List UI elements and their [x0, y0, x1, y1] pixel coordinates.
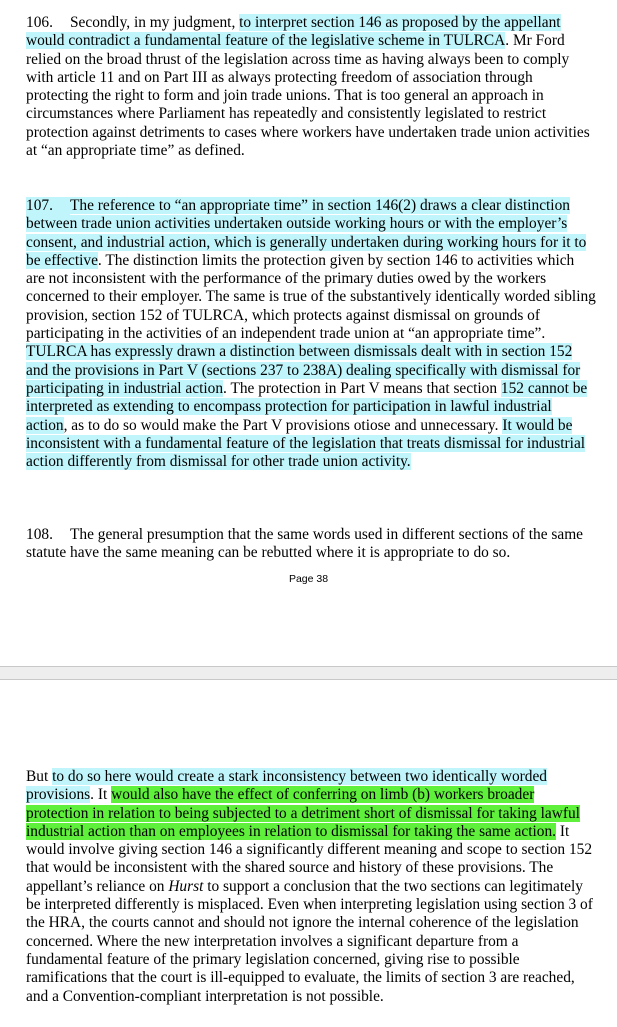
highlighted-text-cyan: to interpret section 146 as proposed by the appellant would contradict a fundamental feature of the legislative scheme in TULRCA — [26, 14, 561, 50]
paragraph-108 — [26, 526, 596, 563]
page-number-label: Page 38 — [288, 573, 329, 585]
paragraph-108-continued — [26, 768, 596, 1006]
text-span: , as to do so would make the Part V provisions otiose and unnecessary. — [63, 416, 503, 434]
highlighted-text-cyan: to do so here would create a stark inconsistency between two identically worded provisions — [26, 768, 547, 804]
highlighted-text-cyan: TULRCA has expressly drawn a distinction between dismissals dealt with in section 152 and the provisions in Part V (sections 237 to 238A) dealing specifically with dismissal for participating in industrial action — [26, 343, 581, 397]
text-span: . The distinction limits the protection given by section 146 to activities which are not inconsistent with the performance of the primary duties owed by the workers concerned to their employer. The same is true of the substantively identically worded sibling provision, section 152 of TULRCA, which protects against dismissal on grounds of participating in the activities of an independent trade union at “an appropriate time”. — [26, 251, 596, 343]
paragraph-number: 106. — [26, 14, 53, 31]
highlighted-text-cyan: It would be inconsistent with a fundamental feature of the legislation that treats dismissal for industrial action differently from dismissal for other trade union activity. — [26, 416, 586, 471]
paragraph-number: 108. — [26, 526, 53, 543]
paragraph-107 — [26, 197, 596, 471]
text-span: It would involve giving section 146 a significantly different meaning and scope to section 152 that would be inconsistent with the shared source and history of these provisions. The appellant’s reliance on — [26, 822, 593, 895]
text-span: But — [26, 768, 53, 785]
highlighted-text-green: would also have the effect of conferring on limb (b) workers broader protection in relation to being subjected to a detriment short of dismissal for taking lawful industrial action than on employees in relation to dismissal for taking the same action. — [26, 786, 580, 840]
text-span: . It — [90, 786, 112, 804]
highlighted-text-cyan: 152 cannot be interpreted as extending to encompass protection for participation in lawful industrial action — [26, 379, 588, 434]
paragraph-106 — [26, 14, 596, 160]
case-name-italic: Hurst — [168, 877, 204, 895]
paragraph-number: 107. — [26, 197, 70, 215]
highlighted-text-cyan: The reference to “an appropriate time” in section 146(2) draws a clear distinction between trade union activities undertaken outside working hours or with the employer’s consent, and industrial action, which is generally undertaken during working hours for it to be effective — [26, 197, 587, 269]
text-span: Secondly, in my judgment, — [70, 14, 240, 31]
page-separator — [0, 666, 617, 680]
text-span: . Mr Ford relied on the broad thrust of the legislation across time as having always been to comply with article 11 and on Part III as always protecting freedom of association through protecting the right to form and join trade unions. That is too general an approach in circumstances where Parliament has repeatedly and consistently legislated to restrict protection against detriments to cases where workers have undertaken trade union activities at “an appropriate time” as defined. — [26, 32, 590, 160]
text-span: The general presumption that the same words used in different sections of the same statute have the same meaning can be rebutted where it is appropriate to do so. — [26, 526, 584, 562]
text-span: to support a conclusion that the two sections can legitimately be interpreted differently is misplaced. Even when interpreting legislation using section 3 of the HRA, the courts cannot and should not ignore the internal coherence of the legislation concerned. Where the new interpretation involves a significant departure from a fundamental feature of the primary legislation concerned, giving rise to possible ramifications that the court is ill-equipped to evaluate, the limits of section 3 are reached, and a Convention-compliant interpretation is not possible. — [26, 877, 593, 1005]
text-span: . The protection in Part V means that section — [223, 379, 501, 397]
